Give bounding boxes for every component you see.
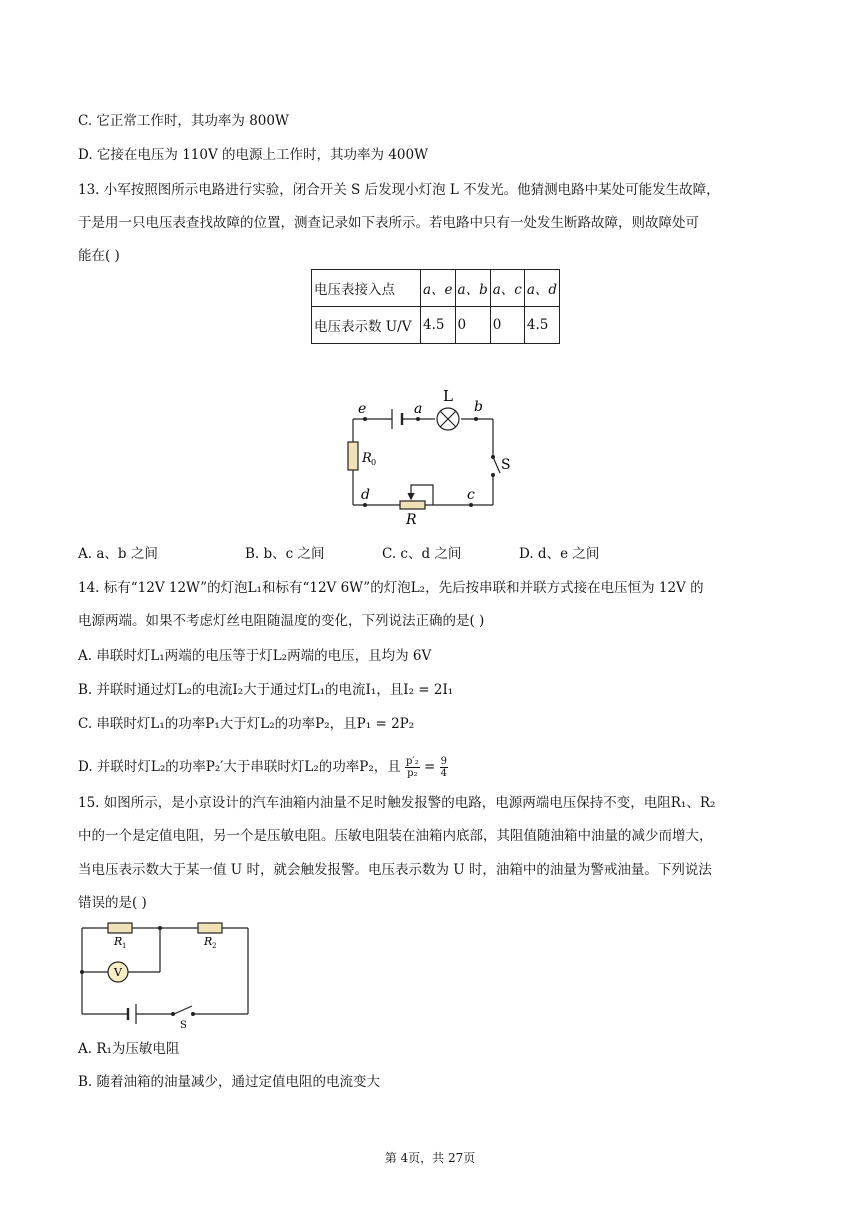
table-cell: 4.5 (421, 307, 456, 344)
q14-fraction-right (440, 756, 448, 779)
q13-options (78, 544, 599, 564)
label-s: S (501, 457, 511, 473)
q14-option-d-text: D. 并联时灯L₂的功率P₂′大于串联时灯L₂的功率P₂，且 (78, 759, 401, 775)
table-cell: a、b (455, 270, 490, 307)
r2-resistor (198, 923, 222, 933)
table-cell: 0 (490, 307, 524, 344)
node-c (469, 503, 473, 507)
q13-circuit-diagram (330, 385, 530, 535)
q15-stem-line1: 15. 如图所示，是小京设计的汽车油箱内油量不足时触发报警的电路，电源两端电压保持不变，电阻R₁、R₂ (78, 795, 716, 811)
q13-stem-line1: 13. 小军按照图所示电路进行实验，闭合开关 S 后发现小灯泡 L 不发光。他猜测电路中某处可能发生故障， (78, 182, 720, 198)
label-d: d (361, 487, 370, 503)
label-r1: R (114, 935, 123, 948)
label-r2-sub: 2 (212, 942, 217, 950)
table-cell: 0 (455, 307, 490, 344)
equals-sign: = (424, 759, 436, 775)
q15-stem-line4: 错误的是( ) (78, 895, 147, 911)
q14-option-a: A. 串联时灯L₁两端的电压等于灯L₂两端的电压，且均为 6V (78, 648, 432, 664)
table-cell: 4.5 (524, 307, 559, 344)
q15-stem-line2: 中的一个是定值电阻，另一个是压敏电阻。压敏电阻装在油箱内底部，其阻值随油箱中油量的减少而增大， (78, 828, 713, 844)
node-a (416, 417, 420, 421)
fraction-denominator: p₂ (407, 768, 418, 779)
table-cell: a、c (490, 270, 524, 307)
label-r2: R (204, 935, 213, 948)
table-header-cell: 电压表接入点 (312, 270, 421, 307)
switch-lever (174, 1006, 192, 1014)
q12-option-d: D. 它接在电压为 110V 的电源上工作时，其功率为 400W (78, 147, 428, 163)
label-e: e (358, 401, 367, 417)
fraction-denominator: 4 (440, 768, 447, 779)
label-s: S (180, 1020, 187, 1030)
label-b: b (474, 399, 483, 415)
label-r0: R (362, 451, 372, 466)
label-a: a (414, 401, 423, 417)
fraction-numerator: p′₂ (406, 756, 419, 767)
label-l: L (443, 387, 453, 405)
r0-resistor (348, 442, 358, 470)
q13-stem-line3: 能在( ) (78, 248, 120, 264)
q13-option-d: D. d、e 之间 (519, 546, 600, 562)
q15-option-a: A. R₁为压敏电阻 (78, 1041, 180, 1057)
q14-option-d (78, 756, 448, 779)
label-c: c (467, 487, 475, 503)
q13-stem-line2: 于是用一只电压表查找故障的位置，测查记录如下表所示。若电路中只有一处发生断路故障，则故障处可 (78, 215, 699, 231)
node-d (363, 503, 367, 507)
q15-stem-line3: 当电压表示数大于某一值 U 时，就会触发报警。电压表示数为 U 时，油箱中的油量为警戒油量。下列说法 (78, 862, 712, 878)
node-e (363, 417, 367, 421)
table-row (312, 307, 560, 344)
label-v: V (114, 966, 122, 979)
q13-voltage-table (311, 269, 560, 344)
table-cell: a、e (421, 270, 456, 307)
q14-option-c: C. 串联时灯L₁的功率P₁大于灯L₂的功率P₂，且P₁ = 2P₂ (78, 716, 415, 732)
q14-stem-line2: 电源两端。如果不考虑灯丝电阻随温度的变化，下列说法正确的是( ) (78, 613, 485, 629)
table-row (312, 270, 560, 307)
label-r1-sub: 1 (122, 942, 127, 950)
q15-circuit-diagram (76, 918, 256, 1030)
label-r0-sub: 0 (371, 458, 377, 467)
q14-fraction-left (405, 756, 420, 779)
q13-option-c: C. c、d 之间 (382, 546, 462, 562)
q13-option-a: A. a、b 之间 (78, 546, 158, 562)
node-b (474, 417, 478, 421)
switch-lever (493, 457, 500, 473)
table-header-cell: 电压表示数 U/V (312, 307, 421, 344)
q14-option-b: B. 并联时通过灯L₂的电流I₂大于通过灯L₁的电流I₁，且I₂ = 2I₁ (78, 682, 454, 698)
table-cell: a、d (524, 270, 559, 307)
q12-option-c: C. 它正常工作时，其功率为 800W (78, 113, 289, 129)
q13-option-b: B. b、c 之间 (245, 546, 325, 562)
r1-resistor (108, 923, 132, 933)
label-r: R (406, 512, 417, 528)
q15-option-b: B. 随着油箱的油量减少，通过定值电阻的电流变大 (78, 1074, 381, 1090)
rheostat-body (400, 501, 425, 509)
page-footer: 第 4页，共 27页 (384, 1151, 476, 1165)
fraction-numerator: 9 (440, 756, 447, 767)
q14-stem-line1: 14. 标有“12V 12W”的灯泡L₁和标有“12V 6W”的灯泡L₂，先后按串联和并联方式接在电压恒为 12V 的 (78, 580, 704, 596)
